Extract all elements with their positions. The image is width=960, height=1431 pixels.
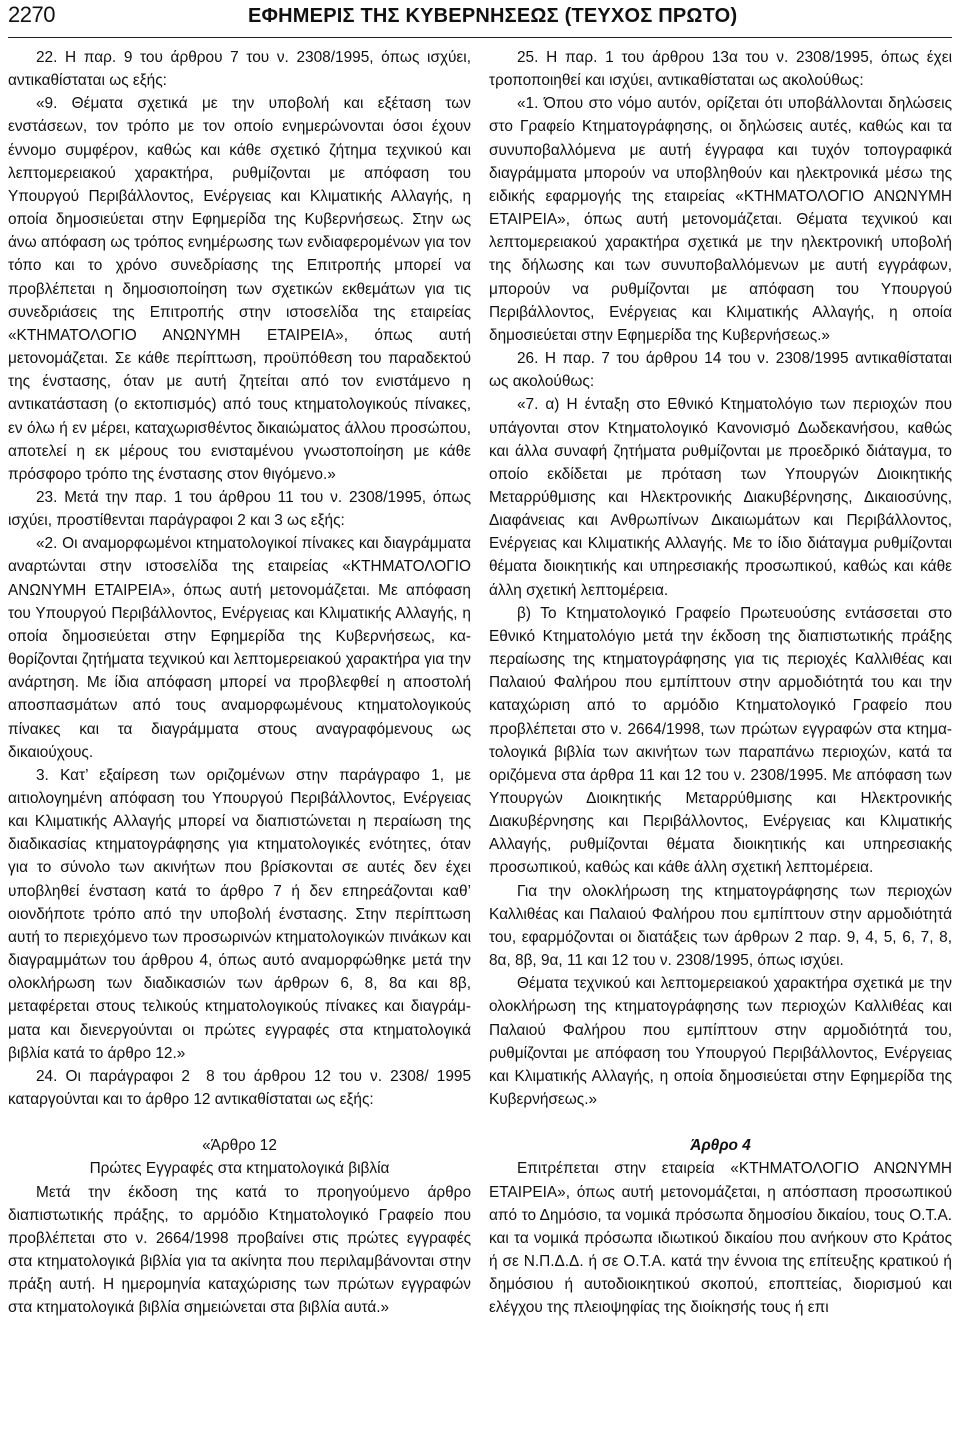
gazette-title: ΕΦΗΜΕΡΙΣ ΤΗΣ ΚΥΒΕΡΝΗΣΕΩΣ (ΤΕΥΧΟΣ ΠΡΩΤΟ) <box>248 5 738 27</box>
paragraph-7a-text: «7. α) Η ένταξη στο Εθνικό Κτηματολόγιο των περιοχών που υπάγονται στον Κτηματολογικό Κανονισμό Δωδεκανήσου, καθώς και άλλα συναφή ζητήματα ρυθμίζονται με προεδρικό διάταγμα, το οποίο εκδίδεται με πρόταση των Υπουργών Διοικητικής Μεταρρύθμισης και Ηλεκτρονικής Διακυβέρνησης, Δικαιοσύνης, Διαφάνειας και Ανθρωπίνων Δικαιωμάτων και Περιβάλλοντος, Ενέργειας και Κλιματικής Αλλαγής. Με το ίδιο διάταγμα ρυθμίζονται θέματα διοικητικής και υπηρεσιακής προσωπικού, καθώς και κάθε άλλη σχετική λεπτομέρεια. <box>489 396 952 599</box>
paragraph-7b-text: β) Το Κτηματολογικό Γραφείο Πρωτευούσης εντάσσεται στο Εθνικό Κτηματολόγιο μετά την έκδοση της διαπιστωτικής πράξης περαίωσης της κτηματογράφησης για τις περιοχές Καλλιθέας και Παλαιού Φαλήρου που εμπίπτουν στην αρμοδιότητά του και την καταχώριση από το αρμόδιο Κτηματολογικό Γραφείο που προβλέπεται στο ν. 2664/1998, των πρώτων εγγραφών στα κτηματολογικά βιβλία των ακινήτων των παραπάνω περιοχών, κατά τα οριζόμενα στα άρθρα 11 και 12 του ν. 2308/1995. Με απόφαση των Υπουργών Διοικητικής Μεταρρύθμισης και Ηλεκτρονικής Διακυβέρνησης και Περιβάλλοντος, Ενέργειας και Κλιματικής Αλλαγής, ρυθμίζονται θέματα διοικητικής και υπηρεσιακής προσωπικού, καθώς και κάθε άλλη σχετική λεπτομέρεια. <box>489 604 952 877</box>
paragraph-25: 25. Η παρ. 1 του άρθρου 13α του ν. 2308/1995, όπως έχει τροποποιηθεί και ισχύει, αντικαθίσταται ως ακολούθως: <box>489 49 952 90</box>
paragraph-24: 24. Οι παράγραφοι 2 8 του άρθρου 12 του ν. 2308/ 1995 καταργούνται και το άρθρο 12 αντικαθίσταται ως εξής: <box>8 1067 471 1109</box>
paragraph-23: 23. Μετά την παρ. 1 του άρθρου 11 του ν. 2308/1995, όπως ισχύει, προστίθενται παράγραφοι 2 και 3 ως εξής: <box>8 488 471 530</box>
text-columns <box>8 46 952 1319</box>
paragraph-26: 26. Η παρ. 7 του άρθρου 14 του ν. 2308/1995 αντικαθίσταται ως ακολούθως: <box>489 350 952 391</box>
paragraph-completion: Για την ολοκλήρωση της κτηματογράφησης των περιοχών Καλλιθέας και Παλαιού Φαλήρου που εμπίπτουν στην αρμοδιότητά του, εφαρμόζονται οι διατάξεις των άρθρων 2 παρ. 9, 4, 5, 6, 7, 8, 8α, 8β, 9α, 11 και 12 του ν. 2308/1995, όπως ισχύει. <box>489 882 952 970</box>
paragraph-2-text: «2. Οι αναμορφωμένοι κτηματολογικοί πίνακες και διαγράμματα αναρτώνται στην ιστοσελίδα της εταιρείας «ΚΤΗΜΑΤΟΛΟΓΙΟ ΑΝΩΝΥΜΗ ΕΤΑΙΡΕΙΑ», όπως αυτή μετονομάζεται. Με απόφαση του Υπουργού Περιβάλλοντος, Ενέργειας και Κλιματικής Αλλαγής, η οποία δημοσιεύεται στην Εφημερίδα της Κυβερνήσεως, καθορίζονται ζητήματα τεχνικού και λεπτομερειακού χαρακτήρα για την ανάρτηση. Με ίδια απόφαση μπορεί να προβλεφθεί η αποστολή αποσπασμάτων από τους αναμορφωμένους κτηματολογικούς πίνακες και τα διαγράμματα στους αναγραφόμενους ως δικαιούχους. <box>8 535 471 761</box>
article-12-subtitle: Πρώτες Εγγραφές στα κτηματολογικά βιβλία <box>89 1160 390 1178</box>
page-number: 2270 <box>8 2 55 27</box>
article-12-text: Μετά την έκδοση της κατά το προηγούμενο άρθρο διαπιστωτικής πράξης, το αρμόδιο Κτηματολογικό Γραφείο που προβλέπεται στο ν. 2664/1998 προβαίνει στις πρώτες εγγραφές στα κτηματολογικά βιβλία για τα ακίνητα που περιλαμβάνονται στην πράξη αυτή. Η ημερομηνία καταχώρισης των πρώτων εγγραφών στα κτηματολογικά βιβλία σημειώνεται στα βιβλία αυτά.» <box>8 1183 471 1317</box>
paragraph-1-text: «1. Όπου στο νόμο αυτόν, ορίζεται ότι υποβάλλονται δηλώσεις στο Γραφείο Κτηματογράφησης, οι δηλώσεις αυτές, καθώς και τα συνυποβαλλόμενα με αυτή έγγραφα και τυχόν τοπογραφικά διαγράμματα μπορούν να υποβληθούν και ηλεκτρονικά μέσω της ειδικής εφαρμογής της εταιρείας «ΚΤΗΜΑΤΟΛΟΓΙΟ ΑΝΩΝΥΜΗ ΕΤΑΙΡΕΙΑ», όπως αυτή μετονομάζεται. Θέματα τεχνικού και λεπτομερειακού χαρακτήρα σχετικά με την ηλεκτρονική υποβολή της δήλωσης και των συνυποβαλλόμενων με αυτή εγγράφων, μπορούν να ρυθμίζονται με απόφαση του Υπουργού Περιβάλλοντος, Ενέργειας και Κλιματικής Αλλαγής, η οποία δημοσιεύεται στην Εφημερίδα της Κυβερνήσεως.» <box>489 95 952 344</box>
paragraph-technical: Θέματα τεχνικού και λεπτομερειακού χαρακτήρα σχετικά με την ολοκλήρωση της κτηματογράφησης των περιοχών Καλλιθέας και Παλαιού Φαλήρου που εμπίπτουν στην αρμοδιότητά του, ρυθμίζονται με απόφαση του Υπουργού Περιβάλλοντος, Ενέργειας και Κλιματικής Αλλαγής, η οποία δημοσιεύεται στην Εφημερίδα της Κυβερνήσεως.» <box>489 975 952 1109</box>
left-column <box>8 46 471 1319</box>
right-column <box>489 46 952 1319</box>
page-header <box>8 0 952 38</box>
paragraph-3-text: 3. Κατ’ εξαίρεση των οριζομένων στην παράγραφο 1, με αιτιολογημένη απόφαση του Υπουργού Περιβάλλοντος, Ενέργειας και Κλιματικής Αλλαγής μπορεί να διαπιστώνεται η περαίωση της διαδικασίας κτηματογράφησης για κτηματολογικές ενότητες, όταν για το σύνολο των ακινήτων που βρίσκονται σε αυτές δεν έχει υποβληθεί ένσταση κατά το άρθρο 7 ή δεν επηρεάζονται καθ’ οιονδήποτε τρόπο από την υποβολή ένστασης. Στην περίπτωση αυτή το περιεχόμενο των προσωρινών κτηματολογικών πινάκων και διαγραμμάτων του άρθρου 4, όπως αυτό αναμορφώθηκε μετά την ολοκλήρωση των διαδικασιών των άρθρων 6, 8, 8α και 8β, μεταφέρεται στους τελικούς κτηματολογικούς πίνακες και διαγράμματα και διενεργούνται οι πρώτες εγγραφές στα κτηματολογικά βιβλία κατά το άρθρο 12.» <box>8 766 471 1062</box>
article-4-heading: Άρθρο 4 <box>690 1137 751 1155</box>
paragraph-9-text: «9. Θέματα σχετικά με την υποβολή και εξέταση των ενστάσεων, τον τρόπο με τον οποίο ενημερώνονται όσοι έχουν έννομο συμφέρον, καθώς και κάθε σχετικό ζήτημα τεχνικού και λεπτομερειακού χαρακτήρα, ρυθμίζονται με απόφαση του Υπουργού Περιβάλλοντος, Ενέργειας και Κλιματικής Αλλαγής, η οποία δημοσιεύεται στην Εφημερίδα της Κυβερνήσεως. Στην ως άνω απόφαση ως τρόπος ενημέρωσης των ενδιαφερομένων για τον τόπο και το χρόνο συνεδρίασης της Επιτροπής μπορεί να προβλέπεται η δημοσιοποίηση των σχετικών εκθεμάτων για τις συνεδριάσεις της Επιτροπής στην ιστοσελίδα της εταιρείας «ΚΤΗΜΑΤΟΛΟΓΙΟ ΑΝΩΝΥΜΗ ΕΤΑΙΡΕΙΑ», όπως αυτή μετονομάζεται. Σε κάθε περίπτωση, προϋπόθεση του παραδεκτού της ένστασης, όταν με αυτή ζητείται από τον ενιστάμενο η αντικατάσταση (ο εκτοπισμός) από τους κτηματολογικούς πίνακες, εν όλω ή εν μέρει, καταχωρισθέντος δικαιώματος άλλου προσώπου, αποτελεί η εκ μέρους του ενισταμένου γνωστοποίηση με κάθε πρόσφορο τρόπο της ένστασης στον θιγόμενο.» <box>8 95 471 483</box>
article-4-text: Επιτρέπεται στην εταιρεία «ΚΤΗΜΑΤΟΛΟΓΙΟ ΑΝΩΝΥΜΗ ΕΤΑΙΡΕΙΑ», όπως αυτή μετονομάζεται, η απόσπαση προσωπικού από το Δημόσιο, τα νομικά πρόσωπα δημοσίου δικαίου, τους Ο.Τ.Α. και τα νομικά πρόσωπα ιδιωτικού δικαίου που ανήκουν στο Κράτος ή σε Ν.Π.Δ.Δ. ή σε Ο.Τ.Α. κατά την έννοια της επίτευξης κρατικού ή δημόσιου ή αυτοδιοικητικού σκοπού, εποπτείας, διορισμού και ελέγχου της πλειοψηφίας της διοίκησής τους ή επι <box>489 1160 952 1317</box>
article-12-title: «Άρθρο 12 <box>202 1137 277 1155</box>
paragraph-22: 22. Η παρ. 9 του άρθρου 7 του ν. 2308/1995, όπως ισχύει, αντικαθίσταται ως εξής: <box>8 49 471 90</box>
